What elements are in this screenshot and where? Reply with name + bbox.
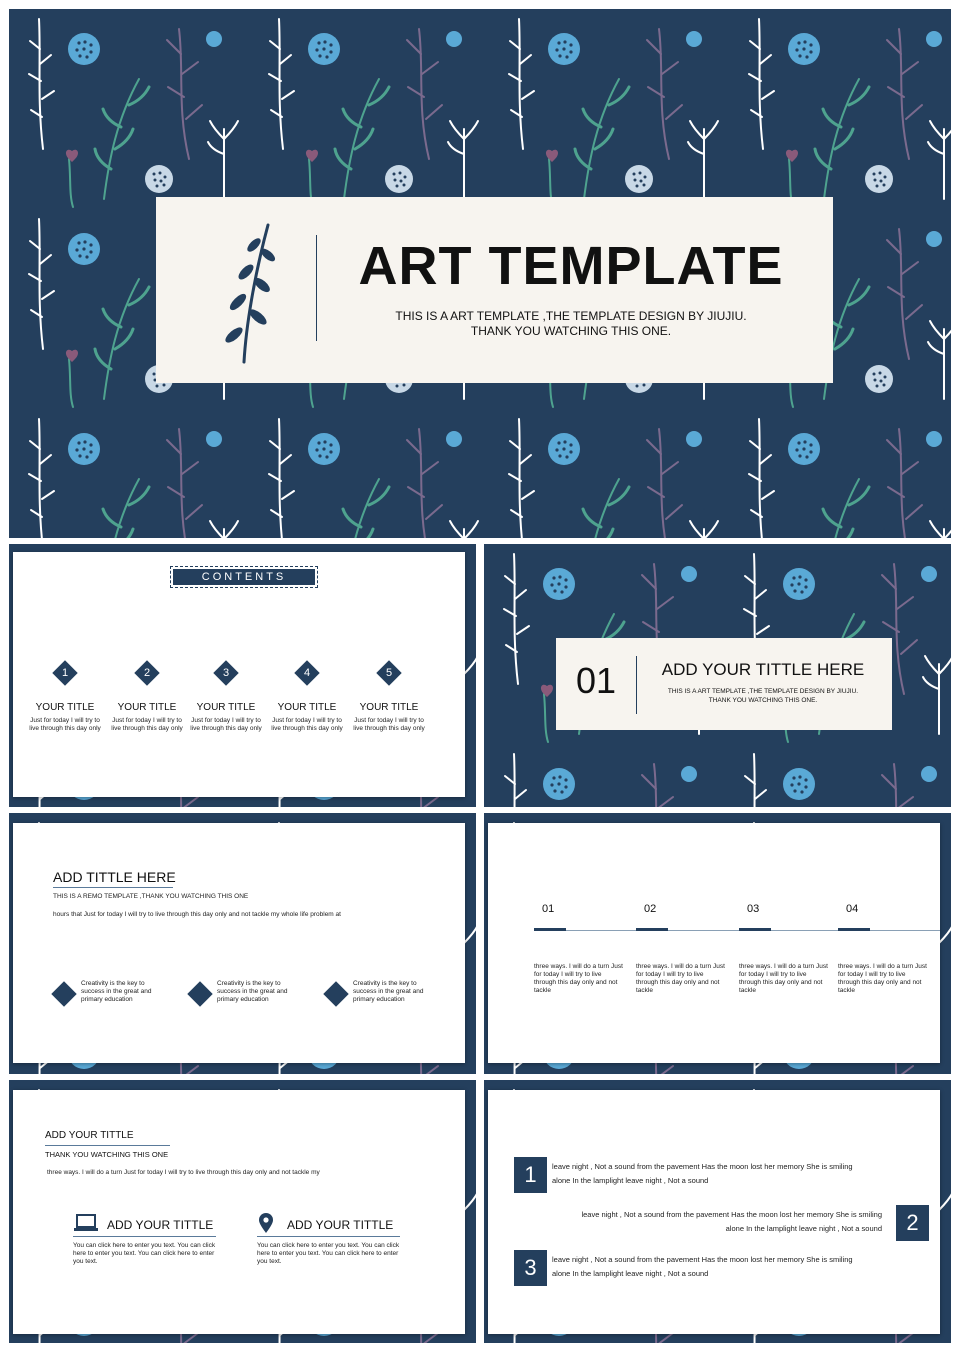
contents-item-title: YOUR TITLE <box>359 702 419 713</box>
numbered-line-1: leave night , Not a sound from the pavement Has the moon lost her memory She is smiling <box>552 1162 853 1171</box>
contents-item-title: YOUR TITLE <box>35 702 95 713</box>
contents-slide[interactable] <box>9 544 476 807</box>
point-text: Creativity is the key to success in the great and primary education <box>353 980 424 1003</box>
contents-item-text: Just for today I will try to live through this day only <box>353 717 425 732</box>
numbered-line-2: alone In the lamplight leave night , Not a sound <box>725 1224 882 1233</box>
contents-item-text: Just for today I will try to live through this day only <box>111 717 183 732</box>
step-number: 04 <box>846 903 859 915</box>
contents-card <box>13 552 465 797</box>
step-text: three ways. I will do a turn Just for today I will try to live through this day only and not tackle <box>739 963 828 994</box>
slide5-title-underline <box>45 1145 170 1146</box>
step-number: 01 <box>542 903 555 915</box>
block-title: ADD YOUR TITTLE <box>107 1218 214 1232</box>
block-text: You can click here to enter you text. You can click here to enter you text. You can click here to enter you text. <box>73 1242 216 1265</box>
contents-header: CONTENTS <box>173 569 315 585</box>
slide5-body: three ways. I will do a turn Just for today I will try to live through this day only and not tackle my <box>47 1169 320 1176</box>
step-bar <box>534 928 566 931</box>
block-text: You can click here to enter you text. You can click here to enter you text. You can click here to enter you text. <box>257 1242 400 1265</box>
slide3-title: ADD TITTLE HERE <box>53 869 176 885</box>
slide-numbered[interactable] <box>484 1080 951 1343</box>
contents-number: 5 <box>385 667 393 679</box>
number-box: 2 <box>896 1205 929 1241</box>
point-text: Creativity is the key to success in the great and primary education <box>81 980 152 1003</box>
branch-icon <box>216 217 276 367</box>
laptop-icon <box>73 1214 99 1232</box>
numbered-card <box>488 1090 940 1334</box>
three-points-card <box>13 823 465 1063</box>
contents-item-text: Just for today I will try to live through this day only <box>190 717 262 732</box>
slide5-title: ADD YOUR TITTLE <box>45 1130 134 1141</box>
timeline-line <box>534 930 940 931</box>
timeline-card <box>488 823 940 1063</box>
contents-item-title: YOUR TITLE <box>117 702 177 713</box>
point-diamond <box>187 981 212 1006</box>
step-number: 02 <box>644 903 657 915</box>
block-title: ADD YOUR TITTLE <box>287 1218 394 1232</box>
section-number: 01 <box>576 660 617 701</box>
step-number: 03 <box>747 903 760 915</box>
location-pin-icon <box>257 1212 275 1234</box>
two-blocks-card <box>13 1090 465 1334</box>
slide3-subtitle: THIS IS A REMO TEMPLATE ,THANK YOU WATCHING THIS ONE <box>53 893 249 900</box>
point-diamond <box>323 981 348 1006</box>
numbered-line-2: alone In the lamplight leave night , Not a sound <box>552 1176 709 1185</box>
cover-subtitle-1: THIS IS A ART TEMPLATE ,THE TEMPLATE DESIGN BY JIUJIU. <box>395 309 747 323</box>
cover-subtitle-2: THANK YOU WATCHING THIS ONE. <box>470 324 672 338</box>
contents-number: 4 <box>303 667 311 679</box>
step-bar <box>838 928 870 931</box>
slide3-body: hours that Just for today I will try to live through this day only and not tackle my whole life problem at <box>53 911 341 918</box>
step-text: three ways. I will do a turn Just for today I will try to live through this day only and not tackle <box>838 963 927 994</box>
cover-card <box>156 197 833 383</box>
contents-item-title: YOUR TITLE <box>196 702 256 713</box>
numbered-line-1: leave night , Not a sound from the pavement Has the moon lost her memory She is smiling <box>581 1210 882 1219</box>
section-slide[interactable] <box>484 544 951 807</box>
slide3-title-underline <box>53 887 173 888</box>
number-box: 3 <box>514 1250 547 1286</box>
contents-number: 1 <box>61 667 69 679</box>
contents-item-title: YOUR TITLE <box>277 702 337 713</box>
contents-item-text: Just for today I will try to live through this day only <box>271 717 343 732</box>
contents-number: 2 <box>143 667 151 679</box>
block-underline <box>257 1236 400 1237</box>
cover-divider <box>316 235 317 341</box>
cover-slide[interactable] <box>9 9 951 538</box>
step-text: three ways. I will do a turn Just for today I will try to live through this day only and not tackle <box>636 963 725 994</box>
section-divider <box>636 656 637 714</box>
block-underline <box>73 1236 216 1237</box>
section-card <box>556 638 892 730</box>
step-bar <box>739 928 771 931</box>
point-text: Creativity is the key to success in the great and primary education <box>217 980 288 1003</box>
cover-title: ART TEMPLATE <box>358 236 784 296</box>
point-diamond <box>51 981 76 1006</box>
slide5-subtitle: THANK YOU WATCHING THIS ONE <box>45 1150 169 1159</box>
step-text: three ways. I will do a turn Just for today I will try to live through this day only and not tackle <box>534 963 623 994</box>
step-bar <box>636 928 668 931</box>
section-title: ADD YOUR TITTLE HERE <box>661 660 865 679</box>
slide-two-blocks[interactable] <box>9 1080 476 1343</box>
slide-timeline[interactable] <box>484 813 951 1074</box>
numbered-line-1: leave night , Not a sound from the pavement Has the moon lost her memory She is smiling <box>552 1255 853 1264</box>
number-box: 1 <box>514 1157 547 1193</box>
section-subtitle-2: THANK YOU WATCHING THIS ONE. <box>708 697 818 704</box>
contents-number: 3 <box>222 667 230 679</box>
slide-three-points[interactable] <box>9 813 476 1074</box>
section-subtitle-1: THIS IS A ART TEMPLATE ,THE TEMPLATE DESIGN BY JIUJIU. <box>667 688 859 695</box>
contents-item-text: Just for today I will try to live through this day only <box>29 717 101 732</box>
numbered-line-2: alone In the lamplight leave night , Not a sound <box>552 1269 709 1278</box>
